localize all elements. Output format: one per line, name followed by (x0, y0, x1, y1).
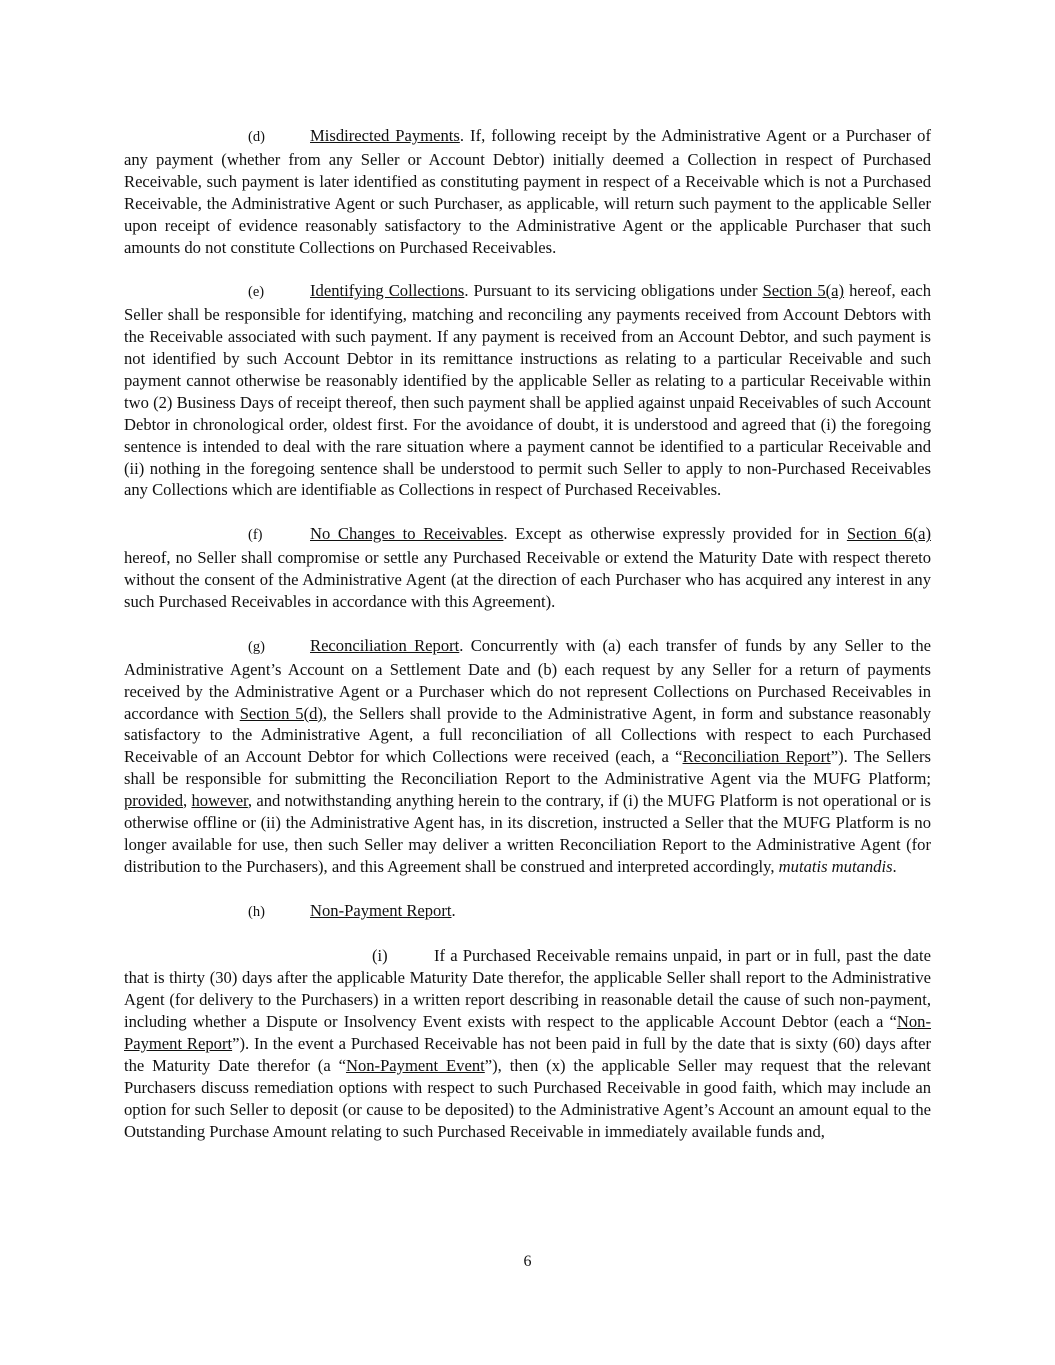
section-g-text-5: , and notwithstanding anything herein to the contrary, if (i) the MUFG Platform is not operational or is otherwise offline or (ii) the Administrative Agent has, in its discretion, instructed a Seller that the MUFG Platform is no longer available for use, then such Seller may deliver a written Reconciliation Report to the Administrative Agent (for distribution to the Purchasers), and this Agreement shall be construed and interpreted accordingly, (124, 791, 931, 876)
section-g-text-2: , the Sellers shall provide to the Administrative Agent, in form and substance reasonably satisfactory to the Administrative Agent, a full reconciliation of all Collections with respect to each Purchased Receivable of an Account Debtor for which Collections were received (each, a “ (124, 703, 931, 767)
section-g-text-1: . Concurrently with (a) each transfer of funds by any Seller to the Administrative Agent’s Account on a Settlement Date and (b) each request by any Seller for a return of payments received by the Administrative Agent or a Purchaser which do not represent Collections on Purchased Receivables in accordance with (124, 635, 931, 723)
section-h-heading: Non-Payment Report (310, 900, 452, 920)
section-g-label: (g) (248, 638, 265, 655)
section-e-heading: Identifying Collections (310, 281, 465, 301)
section-g-text-3: ”). The Sellers shall be responsible for submitting the Reconciliation Report to the Administrative Agent via the MUFG Platform; (124, 747, 931, 789)
section-d-paragraph (124, 125, 931, 258)
section-h-i-paragraph (124, 945, 931, 1142)
section-f-text-2: hereof, no Seller shall compromise or settle any Purchased Receivable or extend the Maturity Date with respect thereto without the consent of the Administrative Agent (at the direction of each Purchaser who has acquired any interest in any such Purchased Receivables in accordance with this Agreement). (124, 548, 931, 611)
defined-term-non-payment-report: Non-Payment Report (124, 1012, 931, 1054)
term-however: however (191, 791, 248, 811)
page-number: 6 (523, 1253, 532, 1270)
section-h-i-text-2: ”). In the event a Purchased Receivable has not been paid in full by the date that is sixty (60) days after the Maturity Date therefor (a “ (124, 1034, 931, 1075)
section-h-i-label: (i) (372, 946, 388, 966)
section-d-heading: Misdirected Payments (310, 126, 460, 145)
section-f-cross-reference: Section 6(a) (846, 524, 932, 544)
section-e-paragraph (124, 280, 931, 501)
section-h-i-text-3: ”), then (x) the applicable Seller may request that the relevant Purchasers discuss remediation options with respect to such Purchased Receivable in good faith, which may include an option for such Seller to deposit (or cause to be deposited) to the Administrative Agent’s Account an amount equal to the Outstanding Purchase Amount relating to such Purchased Receivable in immediately available funds and, (124, 1055, 932, 1141)
section-e-text-2: hereof, each Seller shall be responsible for identifying, matching and reconciling any payments received from Account Debtors with the Receivable associated with such payment. If any payment is received from an Account Debtor, and such payment is not identified by such Account Debtor in its remittance instructions as relating to a particular Receivable and such payment cannot otherwise be reasonably identified by the applicable Seller as relating to a particular Receivable within two (2) Business Days of receipt thereof, then such payment shall be applied against unpaid Receivables of such Account Debtor in chronological order, oldest first. For the avoidance of doubt, it is understood and agreed that (i) the foregoing sentence is intended to deal with the rare situation where a payment cannot be identified to a particular Receivable and (ii) nothing in the foregoing sentence shall be understood to permit such Seller to apply to non-Purchased Receivables any Collections which are identifiable as Collections in respect of Purchased Receivables. (124, 281, 931, 500)
section-h-i-text-1: If a Purchased Receivable remains unpaid, in part or in full, past the date that is thirty (30) days after the applicable Maturity Date therefor, the applicable Seller shall report to the Administrative Agent (for delivery to the Purchasers) in a written report describing in reasonable detail the cause of such non-payment, including whether a Dispute or Insolvency Event exists with respect to the applicable Account Debtor (each a “ (124, 946, 931, 1032)
section-g-heading: Reconciliation Report (310, 635, 460, 655)
section-h-label: (h) (248, 903, 265, 920)
section-f-text-1: . Except as otherwise expressly provided for in (503, 524, 847, 544)
section-f-label: (f) (248, 527, 263, 544)
term-provided: provided (124, 791, 183, 811)
section-g-text-6: . (892, 856, 897, 876)
section-e-text-1: . Pursuant to its servicing obligations under (464, 281, 763, 301)
section-f-paragraph (124, 523, 931, 613)
section-h-heading-period: . (451, 900, 456, 920)
section-e-label: (e) (248, 284, 265, 301)
term-mutatis-mutandis: mutatis mutandis (778, 856, 893, 876)
document-page (124, 125, 931, 1143)
section-e-cross-reference: Section 5(a) (762, 281, 845, 301)
defined-term-non-payment-event: Non-Payment Event (345, 1055, 485, 1075)
defined-term-reconciliation-report: Reconciliation Report (682, 747, 831, 767)
section-h-heading-line (124, 900, 931, 924)
section-g-cross-reference: Section 5(d) (239, 703, 323, 723)
section-d-text: . If, following receipt by the Administrative Agent or a Purchaser of any payment (whether from any Seller or Account Debtor) initially deemed a Collection in respect of Purchased Receivable, such payment is later identified as constituting payment in respect of a Receivable which is not a Purchased Receivable, the Administrative Agent or such Purchaser, as applicable, will return such payment to the applicable Seller upon receipt of evidence reasonably satisfactory to the Administrative Agent or the applicable Purchaser that such amounts do not constitute Collections on Purchased Receivables. (124, 126, 932, 257)
section-g-paragraph (124, 635, 931, 878)
section-g-text-4: , (183, 791, 192, 811)
section-f-heading: No Changes to Receivables (310, 524, 504, 544)
section-d-label: (d) (248, 129, 265, 145)
